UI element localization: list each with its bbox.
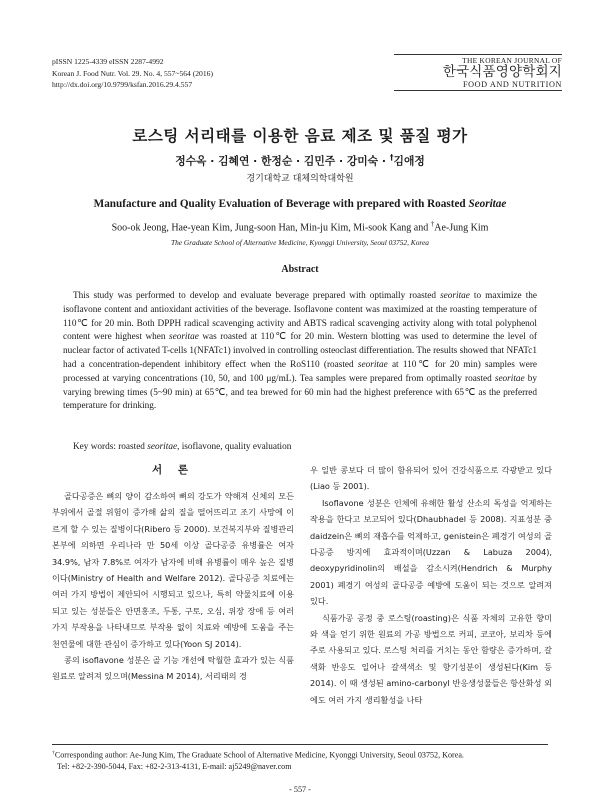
doi-link[interactable]: http://dx.doi.org/10.9799/ksfan.2016.29.4.557: [52, 80, 193, 89]
corresponding-mark: †: [389, 153, 394, 162]
abstract-part: to maximize the isoflavone content and antioxidant activities of the beverage. Isoflavone content was maximized at the roasting temperature of 110℃ for 20 min. Both DPPH radical scavenging activity and ABTS radical scavenging activity along with total polyphenol content were highest when: [63, 291, 537, 343]
abstract-part: at 110℃ for 20 min) samples were processed at varying concentrations (10, 50, and 100 μg/mL). Tea samples were prepared from optimally roasted: [63, 359, 538, 384]
authors-ko-last: 김애정: [393, 154, 425, 168]
paper-title-ko: 로스팅 서리태를 이용한 음료 제조 및 품질 평가: [132, 127, 468, 145]
keywords: [73, 442, 291, 452]
abstract-part: was roasted at 110℃ for 20 min. Western blotting was used to determine the level of nuclear factor of activated T-cells 1(NFATc1) involved in controlling osteoclast differentiation. The results showed that NFATc1 had a concentration-dependent inhibitory effect when the RoS110 (roasted: [63, 332, 537, 370]
journal-masthead: [394, 54, 562, 91]
paper-title-en-italic: Seoritae: [468, 198, 507, 210]
corresponding-mark-en: †: [430, 220, 435, 228]
footnote-divider: [52, 744, 548, 745]
abstract-heading: Abstract: [281, 264, 319, 275]
authors-ko-list: 정수옥 · 김혜연 · 한정순 · 김민주 · 강미숙 ·: [175, 154, 390, 168]
paper-title-en-main: Manufacture and Quality Evaluation of Beverage with prepared with Roasted: [93, 198, 469, 210]
footnote-mark: †: [52, 750, 55, 756]
abstract-part: This study was performed to develop and evaluate beverage prepared with optimally roasted: [73, 291, 441, 301]
abstract-text: [63, 290, 537, 414]
citation: Korean J. Food Nutr. Vol. 29. No. 4, 557~564 (2016): [52, 68, 213, 78]
footnote-line-2: Tel: +82-2-390-5044, Fax: +82-2-313-4131, E-mail: aj5249@naver.com: [57, 762, 292, 772]
journal-title-en-bottom: FOOD AND NUTRITION: [394, 80, 562, 91]
journal-title-en-top: THE KOREAN JOURNAL OF: [462, 56, 562, 65]
journal-title-ko: 한국식품영양학회지: [442, 64, 562, 80]
abstract-italic: seoritae: [169, 332, 199, 343]
authors-en-last: Ae-Jung Kim: [434, 222, 489, 234]
citation-block: [52, 56, 213, 91]
section-heading-introduction: 서 론: [152, 464, 194, 476]
affiliation-en: The Graduate School of Alternative Medicine, Kyonggi University, Seoul 03752, Korea: [170, 238, 429, 247]
abstract-italic: seoritae: [440, 291, 470, 301]
authors-ko: [0, 153, 600, 169]
issn: pISSN 1225-4339 eISSN 2287-4992: [52, 57, 164, 66]
masthead-rule: [394, 54, 562, 55]
affiliation-ko: 경기대학교 대체의학대학원: [246, 174, 354, 184]
abstract-italic: seoritae: [494, 373, 525, 384]
keyword-italic: seoritae: [147, 442, 178, 452]
keywords-label: Key words: roasted: [73, 442, 148, 452]
abstract-italic: seoritae: [357, 359, 388, 370]
abstract-part: by varying brewing times (5~90 min) at 65℃, and tea brewed for 60 min had the highest preference with 65℃ as the preferred temperature for drinking.: [63, 373, 537, 412]
paragraph: Isoflavone 성분은 인체에 유해한 활성 산소의 독성을 억제하는 작용을 한다고 보고되어 있다(Dhaubhadel 등 2008). 지표성분 중 daidzein은 뼈의 재흡수를 억제하고, genistein은 폐경기 여성의 골다공증 방지에 효과적이며(Uzzan & Labuza 2004), deoxypyridinolin의 배설을 감소시켜(Hendrich & Murphy 2001) 폐경기 여성의 골다공증 예방에 도움이 되는 것으로 알려져 있다.: [310, 497, 552, 607]
footnote-line-1: Corresponding author: Ae-Jung Kim, The Graduate School of Alternative Medicine, Kyonggi University, Seoul 03752, Korea.: [54, 750, 464, 760]
paragraph: 식품가공 공정 중 로스팅(roasting)은 식품 자체의 고유한 향미와 색을 얻기 위한 원료의 가공 방법으로 커피, 코코아, 보리차 등에 주로 사용되고 있다. 로스팅 처리를 거치는 동안 함량은 증가하며, 갈색화 반응도 일어나 갈색색소 및 향기성분이 생성된다(Kim 등 2014). 이 때 생성된 amino-carbonyl 반응생성물들은 항산화성 외에도 여러 가지 생리활성을 나타: [310, 612, 552, 705]
body-column-left: [52, 488, 294, 685]
keywords-rest: , isoflavone, quality evaluation: [177, 442, 292, 452]
paragraph: 콩의 isoflavone 성분은 골 기능 개선에 탁월한 효과가 있는 식품 원료로 알려져 있으며(Messina M 2014), 서리태의 경: [52, 655, 294, 682]
paragraph-continued: 우 일반 콩보다 더 많이 함유되어 있어 건강식품으로 각광받고 있다(Liao 등 2001).: [310, 465, 552, 492]
body-column-right: [310, 462, 552, 708]
authors-en-list: Soo-ok Jeong, Hae-yean Kim, Jung-soon Han, Min-ju Kim, Mi-sook Kang and: [111, 222, 431, 234]
page-number: - 557 -: [289, 785, 311, 794]
paragraph: 골다공증은 뼈의 양이 감소하여 뼈의 강도가 약해져 신체의 모든 부위에서 골절 위험이 증가해 삶의 질을 떨어뜨리고 조기 사망에 이르게 할 수 있는 질병이다(Ribero 등 2000). 보건복지부와 질병관리본부에 의하면 우리나라 만 50세 이상 골다공증 유병률은 여자 34.9%, 남자 7.8%로 여자가 남자에 비해 유병률이 매우 높은 질병이다(Ministry of Health and Welfare 2012). 골다공증 치료에는 여러 가지 방법이 제안되어 시행되고 있으나, 특히 약물치료에 이용되고 있는 성분들은 안면홍조, 두통, 구토, 오심, 위장 장애 등 여러 가지 부작용을 나타내므로 부작용 없이 치료와 예방에 도움을 주는 천연물에 대한 관심이 증가하고 있다(Yoon SJ 2014).: [52, 491, 294, 649]
paper-title-en: [0, 198, 600, 210]
corresponding-author-footnote: [52, 748, 552, 773]
authors-en: [0, 220, 600, 233]
